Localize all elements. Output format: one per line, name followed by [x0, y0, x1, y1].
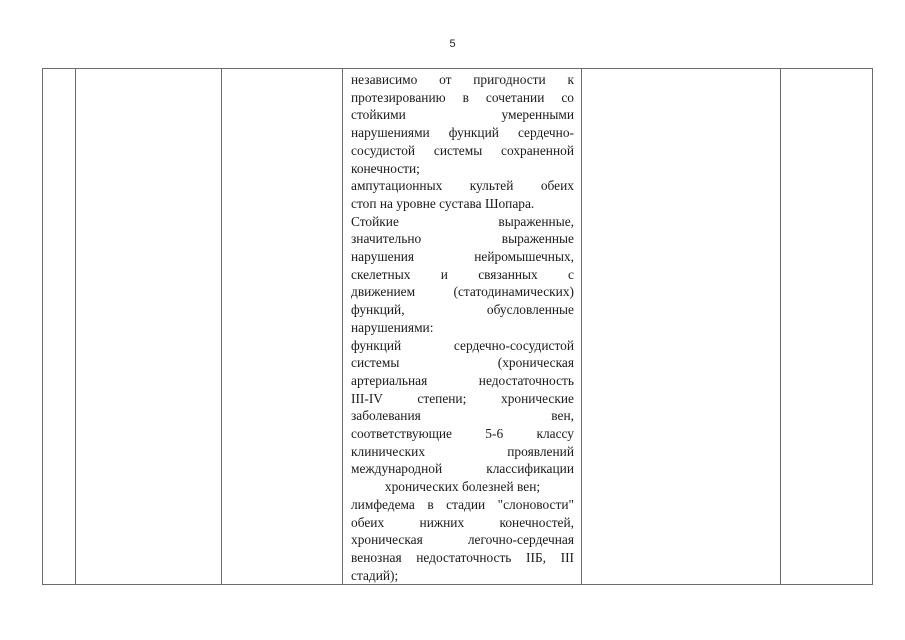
description-line: нарушениями функций сердечно-: [351, 125, 574, 141]
description-line: скелетных и связанных с: [351, 266, 574, 282]
description-line: обеих нижних конечностей,: [351, 514, 574, 530]
description-line: клинических проявлений: [351, 443, 574, 459]
description-line: III-IV степени; хронические: [351, 390, 574, 406]
description-line: стойкими умеренными: [351, 107, 574, 123]
description-line: протезированию в сочетании со: [351, 89, 574, 105]
description-line: заболевания вен,: [351, 408, 574, 424]
description-line: Стойкие выраженные,: [351, 213, 574, 229]
table-cell-code: [222, 69, 343, 585]
description-line: хронических болезней вен;: [384, 479, 541, 495]
page-number: 5: [449, 38, 456, 50]
table-cell-notes: [582, 69, 781, 585]
description-line: независимо от пригодности к: [351, 72, 574, 87]
description-line: лимфедема в стадии "слоновости": [351, 496, 574, 512]
table-row: [43, 69, 873, 585]
description-line: функций сердечно-сосудистой: [351, 337, 574, 353]
description-line: нарушениями:: [351, 319, 434, 335]
description-line: соответствующие 5-6 классу: [351, 426, 574, 442]
table-cell-description: [343, 69, 582, 585]
description-line: стадий);: [351, 567, 399, 583]
criteria-table: [42, 68, 873, 585]
description-line: системы (хроническая: [351, 355, 574, 371]
table-cell-category: [76, 69, 222, 585]
table-cell-index: [43, 69, 76, 585]
description-line: функций, обусловленные: [351, 302, 574, 318]
table-cell-extra: [781, 69, 873, 585]
description-line: венозная недостаточность IIБ, III: [351, 549, 574, 565]
description-line: хроническая легочно-сердечная: [351, 532, 574, 548]
description-line: артериальная недостаточность: [351, 372, 574, 388]
description-line: движением (статодинамических): [351, 284, 574, 300]
description-line: конечности;: [351, 160, 420, 176]
description-line: сосудистой системы сохраненной: [351, 142, 574, 158]
description-line: нарушения нейромышечных,: [351, 249, 574, 265]
description-line: стоп на уровне сустава Шопара.: [351, 195, 535, 211]
description-line: значительно выраженные: [351, 231, 574, 247]
description-line: ампутационных культей обеих: [351, 178, 574, 194]
description-line: международной классификации: [351, 461, 574, 477]
description-text: [343, 69, 581, 584]
